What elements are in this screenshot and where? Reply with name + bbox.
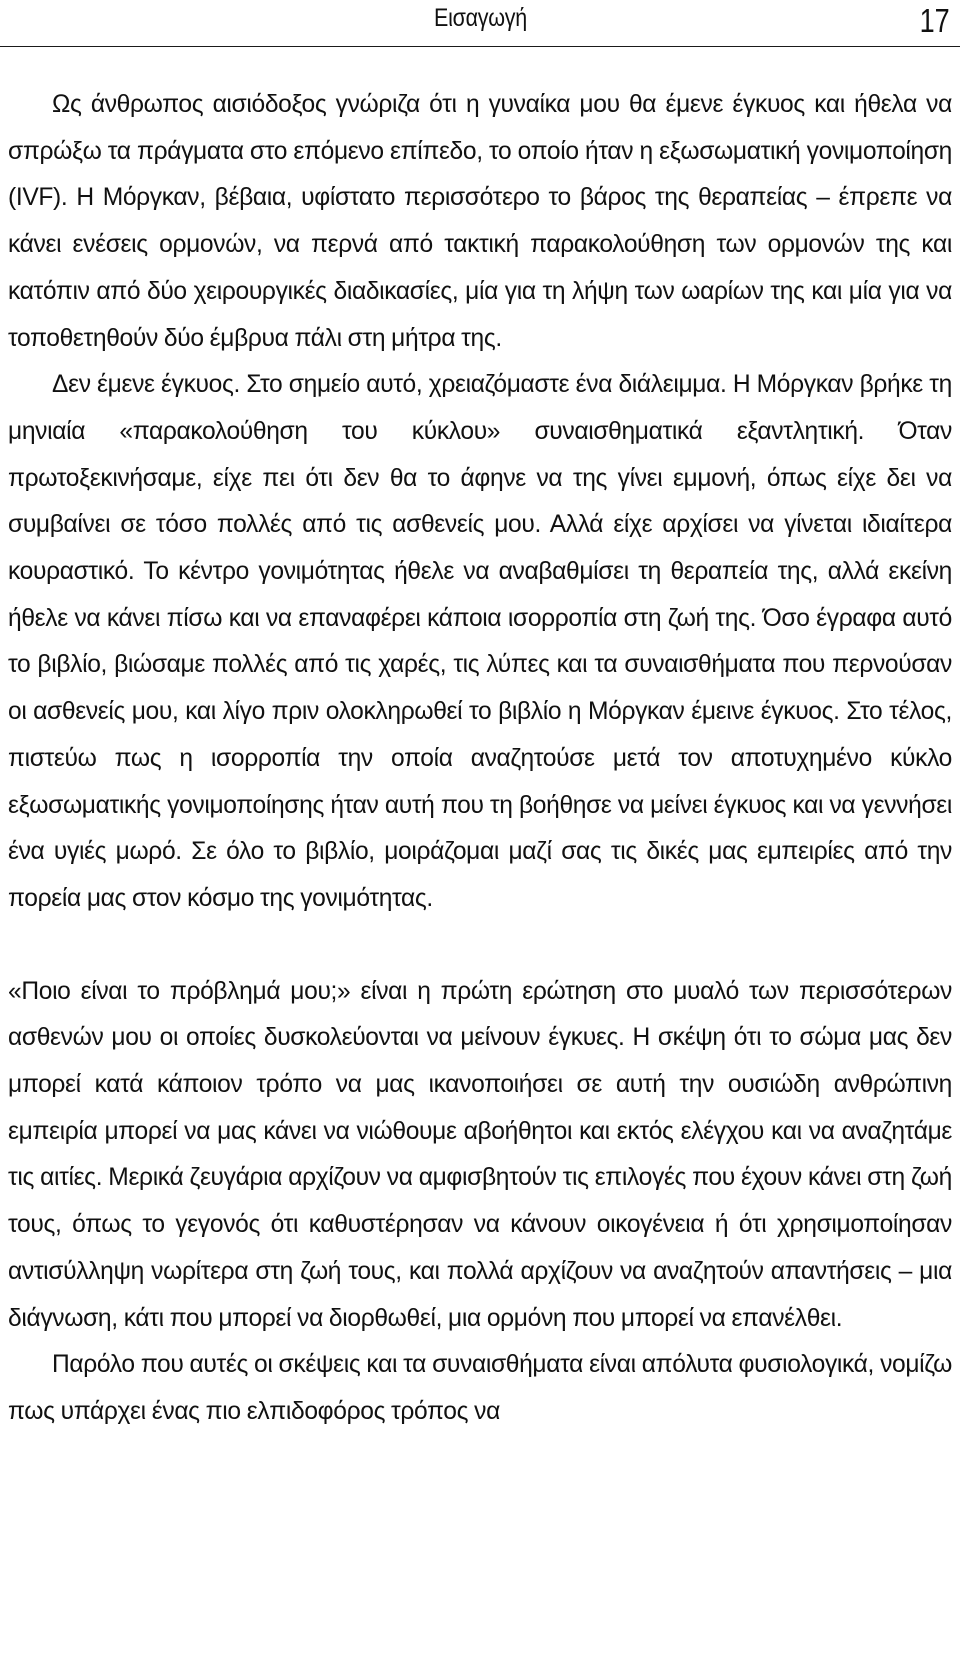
paragraph-3: «Ποιο είναι το πρόβλημά μου;» είναι η πρώτη ερώτηση στο μυαλό των περισσότερων ασθενών μου οι οποίες δυσκολεύονται να μείνουν έγκυες. Η σκέψη ότι το σώμα μας δεν μπορεί κατά κάποιον τρόπο να μας ικανοποιήσει σε αυτή την ουσιώδη ανθρώπινη εμπειρία μπορεί να μας κάνει να νιώθουμε αβοήθητοι και εκτός ελέγχου και να αναζητάμε τις αιτίες. Μερικά ζευγάρια αρχίζουν να αμφισβητούν τις επιλογές που έχουν κάνει στη ζωή τους, όπως το γεγονός ότι καθυστέρησαν να κάνουν οικογένεια ή ότι χρησιμοποίησαν αντισύλληψη νωρίτερα στη ζωή τους, και πολλά αρχίζουν να αναζητούν απαντήσεις – μια διάγνωση, κάτι που μπορεί να διορθωθεί, μια ορμόνη που μπορεί να επανέλθει. — [8, 977, 952, 1332]
paragraph-4: Παρόλο που αυτές οι σκέψεις και τα συναισθήματα είναι απόλυτα φυσιολογικά, νομίζω πως υπάρχει ένας πιο ελπιδοφόρος τρόπος να — [8, 1351, 952, 1425]
body-text — [8, 82, 952, 1436]
section-break — [8, 923, 952, 969]
running-title: Εισαγωγή — [434, 4, 528, 32]
page-header — [0, 0, 960, 47]
page-number: 17 — [919, 2, 950, 39]
paragraph-1: Ως άνθρωπος αισιόδοξος γνώριζα ότι η γυναίκα μου θα έμενε έγκυος και ήθελα να σπρώξω τα πράγματα στο επόμενο επίπεδο, το οποίο ήταν η εξωσωματική γονιμοποίηση (IVF). Η Μόργκαν, βέβαια, υφίστατο περισσότερο το βάρος της θεραπείας – έπρεπε να κάνει ενέσεις ορμονών, να περνά από τακτική παρακολούθηση των ορμονών της και κατόπιν από δύο χειρουργικές διαδικασίες, μία για τη λήψη των ωαρίων της και μία για να τοποθετηθούν δύο έμβρυα πάλι στη μήτρα της. — [8, 91, 952, 352]
paragraph-2: Δεν έμενε έγκυος. Στο σημείο αυτό, χρειαζόμαστε ένα διάλειμμα. Η Μόργκαν βρήκε τη μηνιαία «παρακολούθηση του κύκλου» συναισθηματικά εξαντλητική. Όταν πρωτοξεκινήσαμε, είχε πει ότι δεν θα το άφηνε να της γίνει εμμονή, όπως είχε δει να συμβαίνει σε τόσο πολλές από τις ασθενείς μου. Αλλά είχε αρχίσει να γίνεται ιδιαίτερα κουραστικό. Το κέντρο γονιμότητας ήθελε να αναβαθμίσει τη θεραπεία της, αλλά εκείνη ήθελε να κάνει πίσω και να επαναφέρει κάποια ισορροπία στη ζωή της. Όσο έγραφα αυτό το βιβλίο, βιώσαμε πολλές από τις χαρές, τις λύπες και τα συναισθήματα που περνούσαν οι ασθενείς μου, και λίγο πριν ολοκληρωθεί το βιβλίο η Μόργκαν έμεινε έγκυος. Στο τέλος, πιστεύω πως η ισορροπία την οποία αναζητούσε μετά τον αποτυχημένο κύκλο εξωσωματικής γονιμοποίησης ήταν αυτή που τη βοήθησε να μείνει έγκυος και να γεννήσει ένα υγιές μωρό. Σε όλο το βιβλίο, μοιράζομαι μαζί σας τις δικές μας εμπειρίες από την πορεία μας στον κόσμο της γονιμότητας. — [8, 371, 952, 912]
